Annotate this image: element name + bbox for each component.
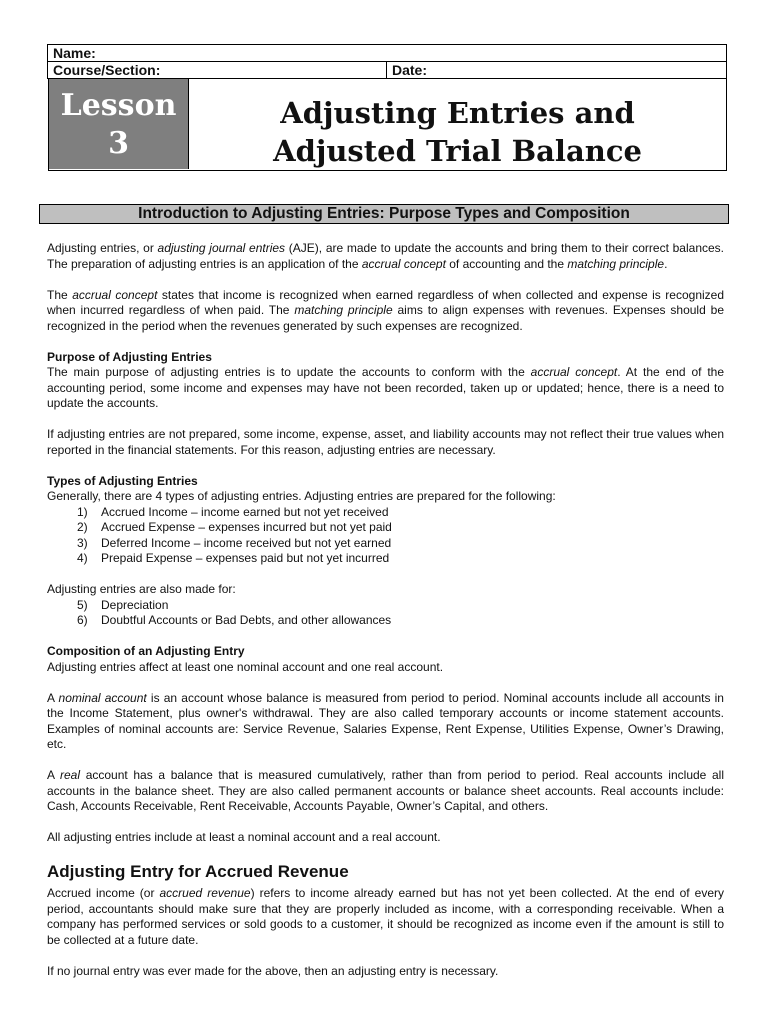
- list-item: 4) Prepaid Expense – expenses paid but not yet incurred: [77, 551, 390, 565]
- accrued-revenue-paragraph-2: If no journal entry was ever made for the above, then an adjusting entry is necessary.: [47, 963, 499, 978]
- purpose-paragraph-1: The main purpose of adjusting entries is to update the accounts to conform with the accrual concept. At the end of the accounting period, some income and expenses may have not been recorded, taken up or updated; hence, there is a need to update the accounts.: [47, 365, 725, 410]
- intro-paragraph-1: Adjusting entries, or adjusting journal entries (AJE), are made to update the accounts and bring them to their correct balances. The preparation of adjusting entries is an application of the accrual concept of accounting and the matching principle.: [47, 241, 724, 271]
- purpose-paragraph-2: If adjusting entries are not prepared, some income, expense, asset, and liability accounts may not reflect their true values when reported in the financial statements. For this reason, adjusting entries are necessary.: [47, 427, 724, 457]
- date-field[interactable]: [387, 62, 727, 79]
- name-field[interactable]: [48, 45, 727, 62]
- section-title: Introduction to Adjusting Entries: Purpose Types and Composition: [39, 204, 729, 224]
- types-intro: Generally, there are 4 types of adjusting entries. Adjusting entries are prepared for the following:: [47, 489, 556, 503]
- accrued-revenue-paragraph-1: Accrued income (or accrued revenue) refers to income already earned but has not yet been collected. At the end of every period, accountants should make sure that they are properly included as income, with a corresponding receivable. When a company has performed services or sold goods to a customer, it should be recognized as income even if the amount is still to be collected at a future date.: [47, 886, 724, 947]
- document-body: [47, 241, 724, 995]
- lesson-title: [189, 79, 726, 169]
- title-line-1: Adjusting Entries and: [280, 96, 635, 130]
- course-label: Course/Section:: [53, 62, 161, 78]
- types-list: [47, 505, 724, 567]
- purpose-heading: Purpose of Adjusting Entries: [47, 349, 212, 364]
- composition-paragraph-2: A nominal account is an account whose balance is measured from period to period. Nominal accounts include all accounts in the Income Statement, plus owner's withdrawal. They are also called temporary accounts or income statement accounts. Examples of nominal accounts are: Service Revenue, Salaries Expense, Rent Expense, Utilities Expense, Owner’s Drawing, etc.: [47, 690, 724, 751]
- types-heading: Types of Adjusting Entries: [47, 473, 198, 488]
- list-item: 2) Accrued Expense – expenses incurred but not yet paid: [77, 520, 392, 534]
- list-item: 3) Deferred Income – income received but not yet earned: [77, 535, 392, 550]
- composition-paragraph-1: Adjusting entries affect at least one nominal account and one real account.: [47, 659, 444, 674]
- also-list: [47, 598, 724, 629]
- list-item: 1) Accrued Income – income earned but not yet received: [77, 504, 389, 519]
- lesson-number: 3: [108, 126, 129, 161]
- student-info-table: [47, 44, 727, 79]
- also-intro: Adjusting entries are also made for:: [47, 582, 236, 596]
- list-item: 5) Depreciation: [77, 597, 169, 612]
- accrued-revenue-heading: Adjusting Entry for Accrued Revenue: [47, 862, 349, 881]
- lesson-word: Lesson: [60, 88, 177, 123]
- composition-heading: Composition of an Adjusting Entry: [47, 644, 245, 658]
- lesson-badge: [49, 79, 189, 169]
- composition-paragraph-3: A real account has a balance that is measured cumulatively, rather than from period to period. Real accounts include all accounts in the balance sheet. They are also called permanent accounts or balance sheet accounts. Real accounts include: Cash, Accounts Receivable, Rent Receivable, Accounts Payable, Owner’s Capital, and others.: [47, 768, 725, 813]
- composition-paragraph-4: All adjusting entries include at least a nominal account and a real account.: [47, 830, 441, 844]
- title-line-2: Adjusted Trial Balance: [273, 134, 642, 168]
- intro-paragraph-2: The accrual concept states that income is recognized when earned regardless of when collected and expense is recognized when incurred regardless of when paid. The matching principle aims to align expenses with revenues. Expenses should be recognized in the period when the revenues generated by such expenses are recognized.: [47, 287, 725, 333]
- name-label: Name:: [53, 45, 96, 61]
- date-label: Date:: [392, 62, 428, 78]
- title-block: [48, 79, 727, 171]
- course-section-field[interactable]: [48, 62, 387, 79]
- list-item: 6) Doubtful Accounts or Bad Debts, and other allowances: [77, 613, 392, 627]
